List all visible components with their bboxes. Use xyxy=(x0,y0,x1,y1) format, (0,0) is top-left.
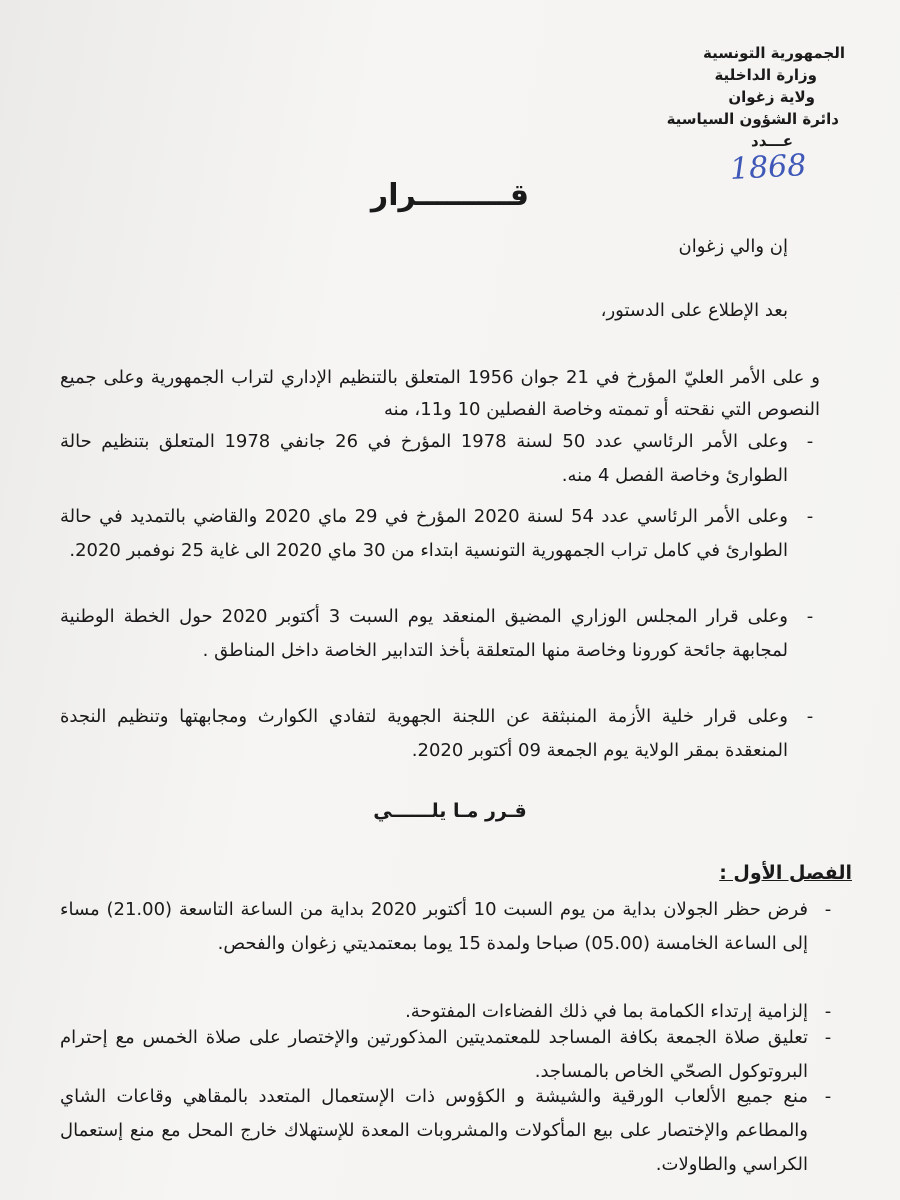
bullet-dash: - xyxy=(824,1001,832,1022)
letterhead-number-label: عـــدد xyxy=(751,132,793,150)
preamble-line: بعد الإطلاع على الدستور، xyxy=(600,300,788,321)
recital-1-text: وعلى الأمر الرئاسي عدد 50 لسنة 1978 المؤرخ في 26 جانفي 1978 المتعلق بتنظيم حالة الطوارئ وخاصة الفصل 4 منه. xyxy=(60,431,788,486)
bullet-dash: - xyxy=(824,1086,832,1107)
recital-2-text: وعلى الأمر الرئاسي عدد 54 لسنة 2020 المؤرخ في 29 ماي 2020 والقاضي بالتمديد في حالة الطوارئ في كامل تراب الجمهورية التونسية ابتداء من 30 ماي 2020 الى غاية 25 نوفمبر 2020. xyxy=(60,506,788,561)
letterhead xyxy=(585,42,845,152)
authority-line: إن والي زغوان xyxy=(678,236,788,257)
bullet-dash: - xyxy=(806,506,814,527)
bullet-dash: - xyxy=(824,899,832,920)
handwritten-document-number: 1868 xyxy=(729,148,808,187)
decision-heading: قـرر مـا يلــــــي xyxy=(373,800,527,822)
recital-3-text: وعلى قرار المجلس الوزاري المضيق المنعقد يوم السبت 3 أكتوبر 2020 حول الخطة الوطنية لمجابهة جائحة كورونا وخاصة منها المتعلقة بأخذ التدابير الخاصة داخل المناطق . xyxy=(60,606,788,661)
recital-3 xyxy=(60,600,814,668)
letterhead-department: دائرة الشؤون السياسية xyxy=(666,110,839,128)
article-item-3 xyxy=(60,1080,832,1182)
chapter-1-heading: الفصل الأول : xyxy=(719,862,852,884)
article-item-2 xyxy=(60,1021,832,1089)
recital-2 xyxy=(60,500,814,568)
article-item-3-text: منع جميع الألعاب الورقية والشيشة و الكؤوس ذات الإستعمال المتعدد بالمقاهي وقاعات الشاي والمطاعم والإختصار على بيع المأكولات والمشروبات المعدة للإستهلاك خارج المحل مع منع إستعمال الكراسي والطاولات. xyxy=(60,1086,808,1175)
article-item-0 xyxy=(60,893,832,961)
bullet-dash: - xyxy=(806,431,814,452)
article-item-2-text: تعليق صلاة الجمعة بكافة المساجد للمعتمديتين المذكورتين والإختصار على صلاة الخمس مع إحترام البروتوكول الصحّي الخاص بالمساجد. xyxy=(60,1027,808,1082)
bullet-dash: - xyxy=(806,706,814,727)
recital-4-text: وعلى قرار خلية الأزمة المنبثقة عن اللجنة الجهوية لتفادي الكوارث ومجابهتها وتنظيم النجدة المنعقدة بمقر الولاية يوم الجمعة 09 أكتوبر 2020. xyxy=(60,706,788,761)
recital-4 xyxy=(60,700,814,768)
letterhead-governorate: ولاية زغوان xyxy=(728,88,815,106)
bullet-dash: - xyxy=(806,606,814,627)
letterhead-republic: الجمهورية التونسية xyxy=(703,44,845,62)
recital-0: و على الأمر العليّ المؤرخ في 21 جوان 1956 المتعلق بالتنظيم الإداري لتراب الجمهورية وعلى جميع النصوص التي نقحته أو تممته وخاصة الفصلين 10 و11، منه xyxy=(60,367,820,420)
bullet-dash: - xyxy=(824,1027,832,1048)
article-item-1-text: إلزامية إرتداء الكمامة بما في ذلك الفضاءات المفتوحة. xyxy=(405,1001,808,1022)
letterhead-ministry: وزارة الداخلية xyxy=(714,66,817,84)
recital-1 xyxy=(60,425,814,493)
document-title: قـــــــــرار xyxy=(370,178,530,213)
article-item-0-text: فرض حظر الجولان بداية من يوم السبت 10 أكتوبر 2020 بداية من الساعة التاسعة (21.00) مساء إلى الساعة الخامسة (05.00) صباحا ولمدة 15 يوما بمعتمديتي زغوان والفحص. xyxy=(60,899,808,954)
